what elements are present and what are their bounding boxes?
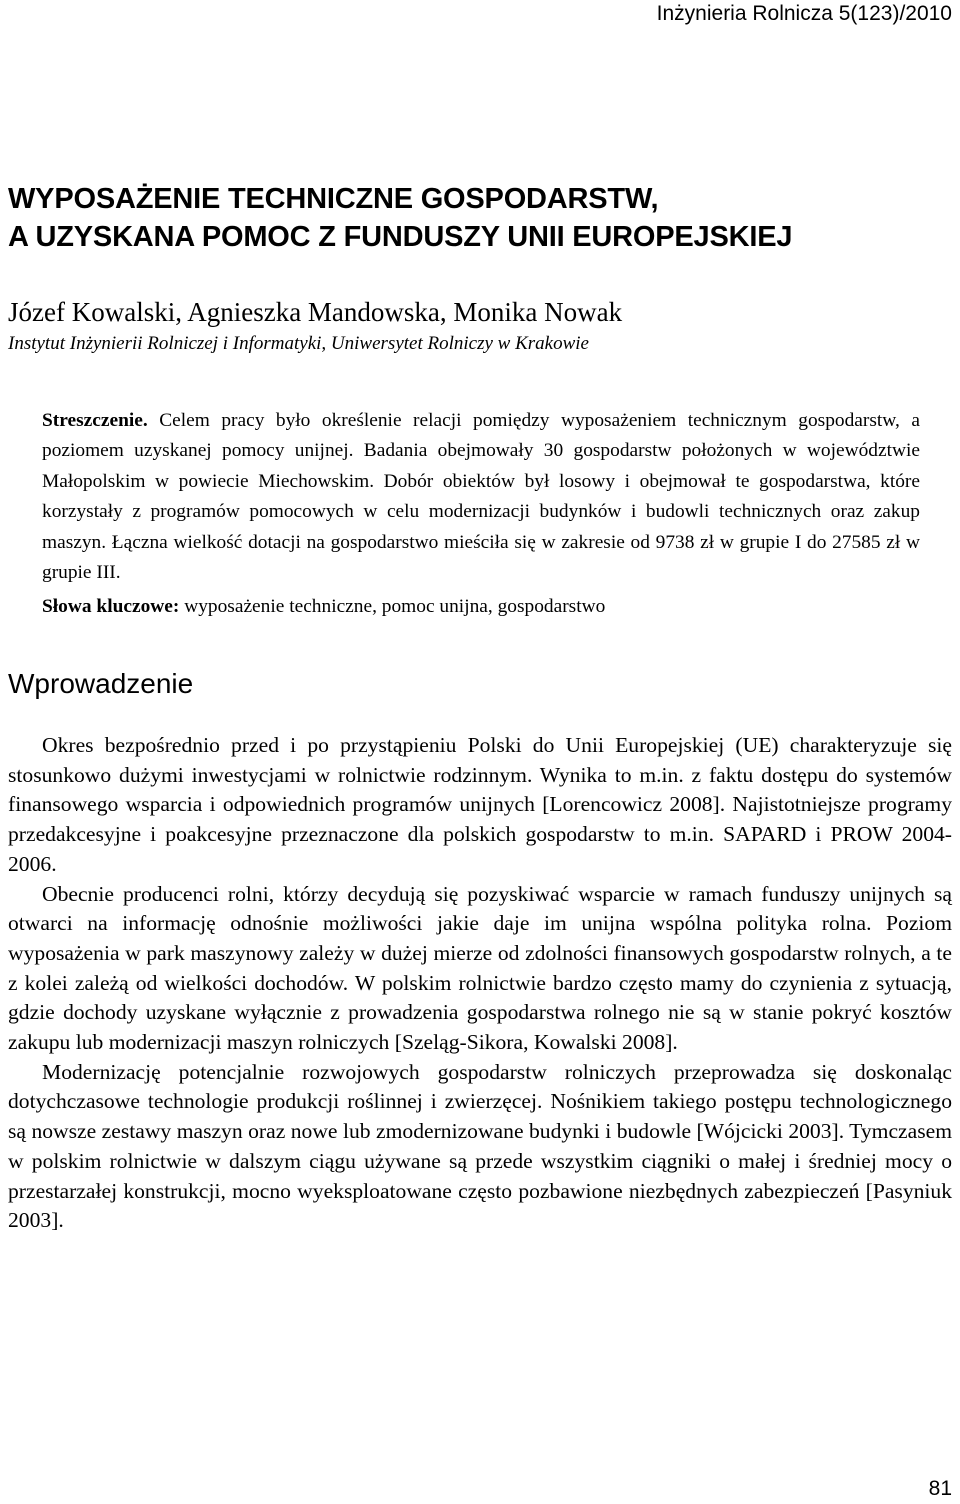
page-number: 81 (928, 1477, 952, 1500)
title-line-2: A UZYSKANA POMOC Z FUNDUSZY UNII EUROPEJSKIEJ (8, 221, 793, 253)
keywords-text: wyposażenie techniczne, pomoc unijna, gospodarstwo (179, 596, 606, 617)
title-line-1: WYPOSAŻENIE TECHNICZNE GOSPODARSTW, (8, 183, 659, 215)
authors: Józef Kowalski, Agnieszka Mandowska, Monika Nowak (8, 297, 623, 327)
section-heading: Wprowadzenie (8, 668, 194, 699)
section-body (8, 731, 952, 1236)
paragraph: Okres bezpośrednio przed i po przystąpieniu Polski do Unii Europejskiej (UE) charakteryzuje się stosunkowo dużymi inwestycjami w rolnictwie rodzinnym. Wynika to m.in. z faktu dostępu do systemów finansowego wsparcia i odpowiednich programów unijnych [Lorencowicz 2008]. Najistotniejsze programy przedakcesyjne i poakcesyjne przeznaczone dla polskich gospodarstw to m.in. SAPARD i PROW 2004-2006. (8, 733, 952, 876)
journal-header: Inżynieria Rolnicza 5(123)/2010 (656, 2, 952, 25)
paragraph: Modernizację potencjalnie rozwojowych gospodarstw rolniczych przeprowadza się doskonaląc dotychczasowe technologie produkcji roślinnej i zwierzęcej. Nośnikiem takiego postępu technologicznego są nowsze zestawy maszyn oraz nowe lub zmodernizowane budynki i budowle [Wójcicki 2003]. Tymczasem w polskim rolnictwie w dalszym ciągu używane są przede wszystkim ciągniki o małej i średniej mocy o przestarzałej konstrukcji, mocno wyeksploatowane często pozbawione niezbędnych zabezpieczeń [Pasyniuk 2003]. (8, 1059, 952, 1233)
affiliation: Instytut Inżynierii Rolniczej i Informatyki, Uniwersytet Rolniczy w Krakowie (8, 333, 589, 354)
article-title (8, 180, 952, 256)
paragraph: Obecnie producenci rolni, którzy decydują się pozyskiwać wsparcie w ramach funduszy unijnych są otwarci na informację odnośnie możliwości jakie daje im unijna wspólna polityka rolna. Poziom wyposażenia w park maszynowy zależy w dużej mierze od zdolności finansowych gospodarstw rolnych, a te z kolei zależą od wielkości dochodów. W polskim rolnictwie bardzo często mamy do czynienia z sytuacją, gdzie dochody uzyskane wyłącznie z prowadzenia gospodarstwa rolnego nie są w stanie pokryć kosztów zakupu lub modernizacji maszyn rolniczych [Szeląg-Sikora, Kowalski 2008]. (8, 881, 952, 1055)
abstract-text: Celem pracy było określenie relacji pomiędzy wyposażeniem technicznym gospodarstw, a poziomem uzyskanej pomocy unijnej. Badania obejmowały 30 gospodarstw położonych w województwie Małopolskim w powiecie Miechowskim. Dobór obiektów był losowy i obejmował te gospodarstwa, które korzystały z programów pomocowych w celu modernizacji budynków i budowli technicznych oraz zakup maszyn. Łączna wielkość dotacji na gospodarstwo mieściła się w zakresie od 9738 zł w grupie I do 27585 zł w grupie III. (42, 410, 920, 584)
keywords (42, 592, 920, 622)
abstract (42, 406, 920, 588)
abstract-label: Streszczenie. (42, 410, 148, 431)
keywords-label: Słowa kluczowe: (42, 596, 180, 617)
